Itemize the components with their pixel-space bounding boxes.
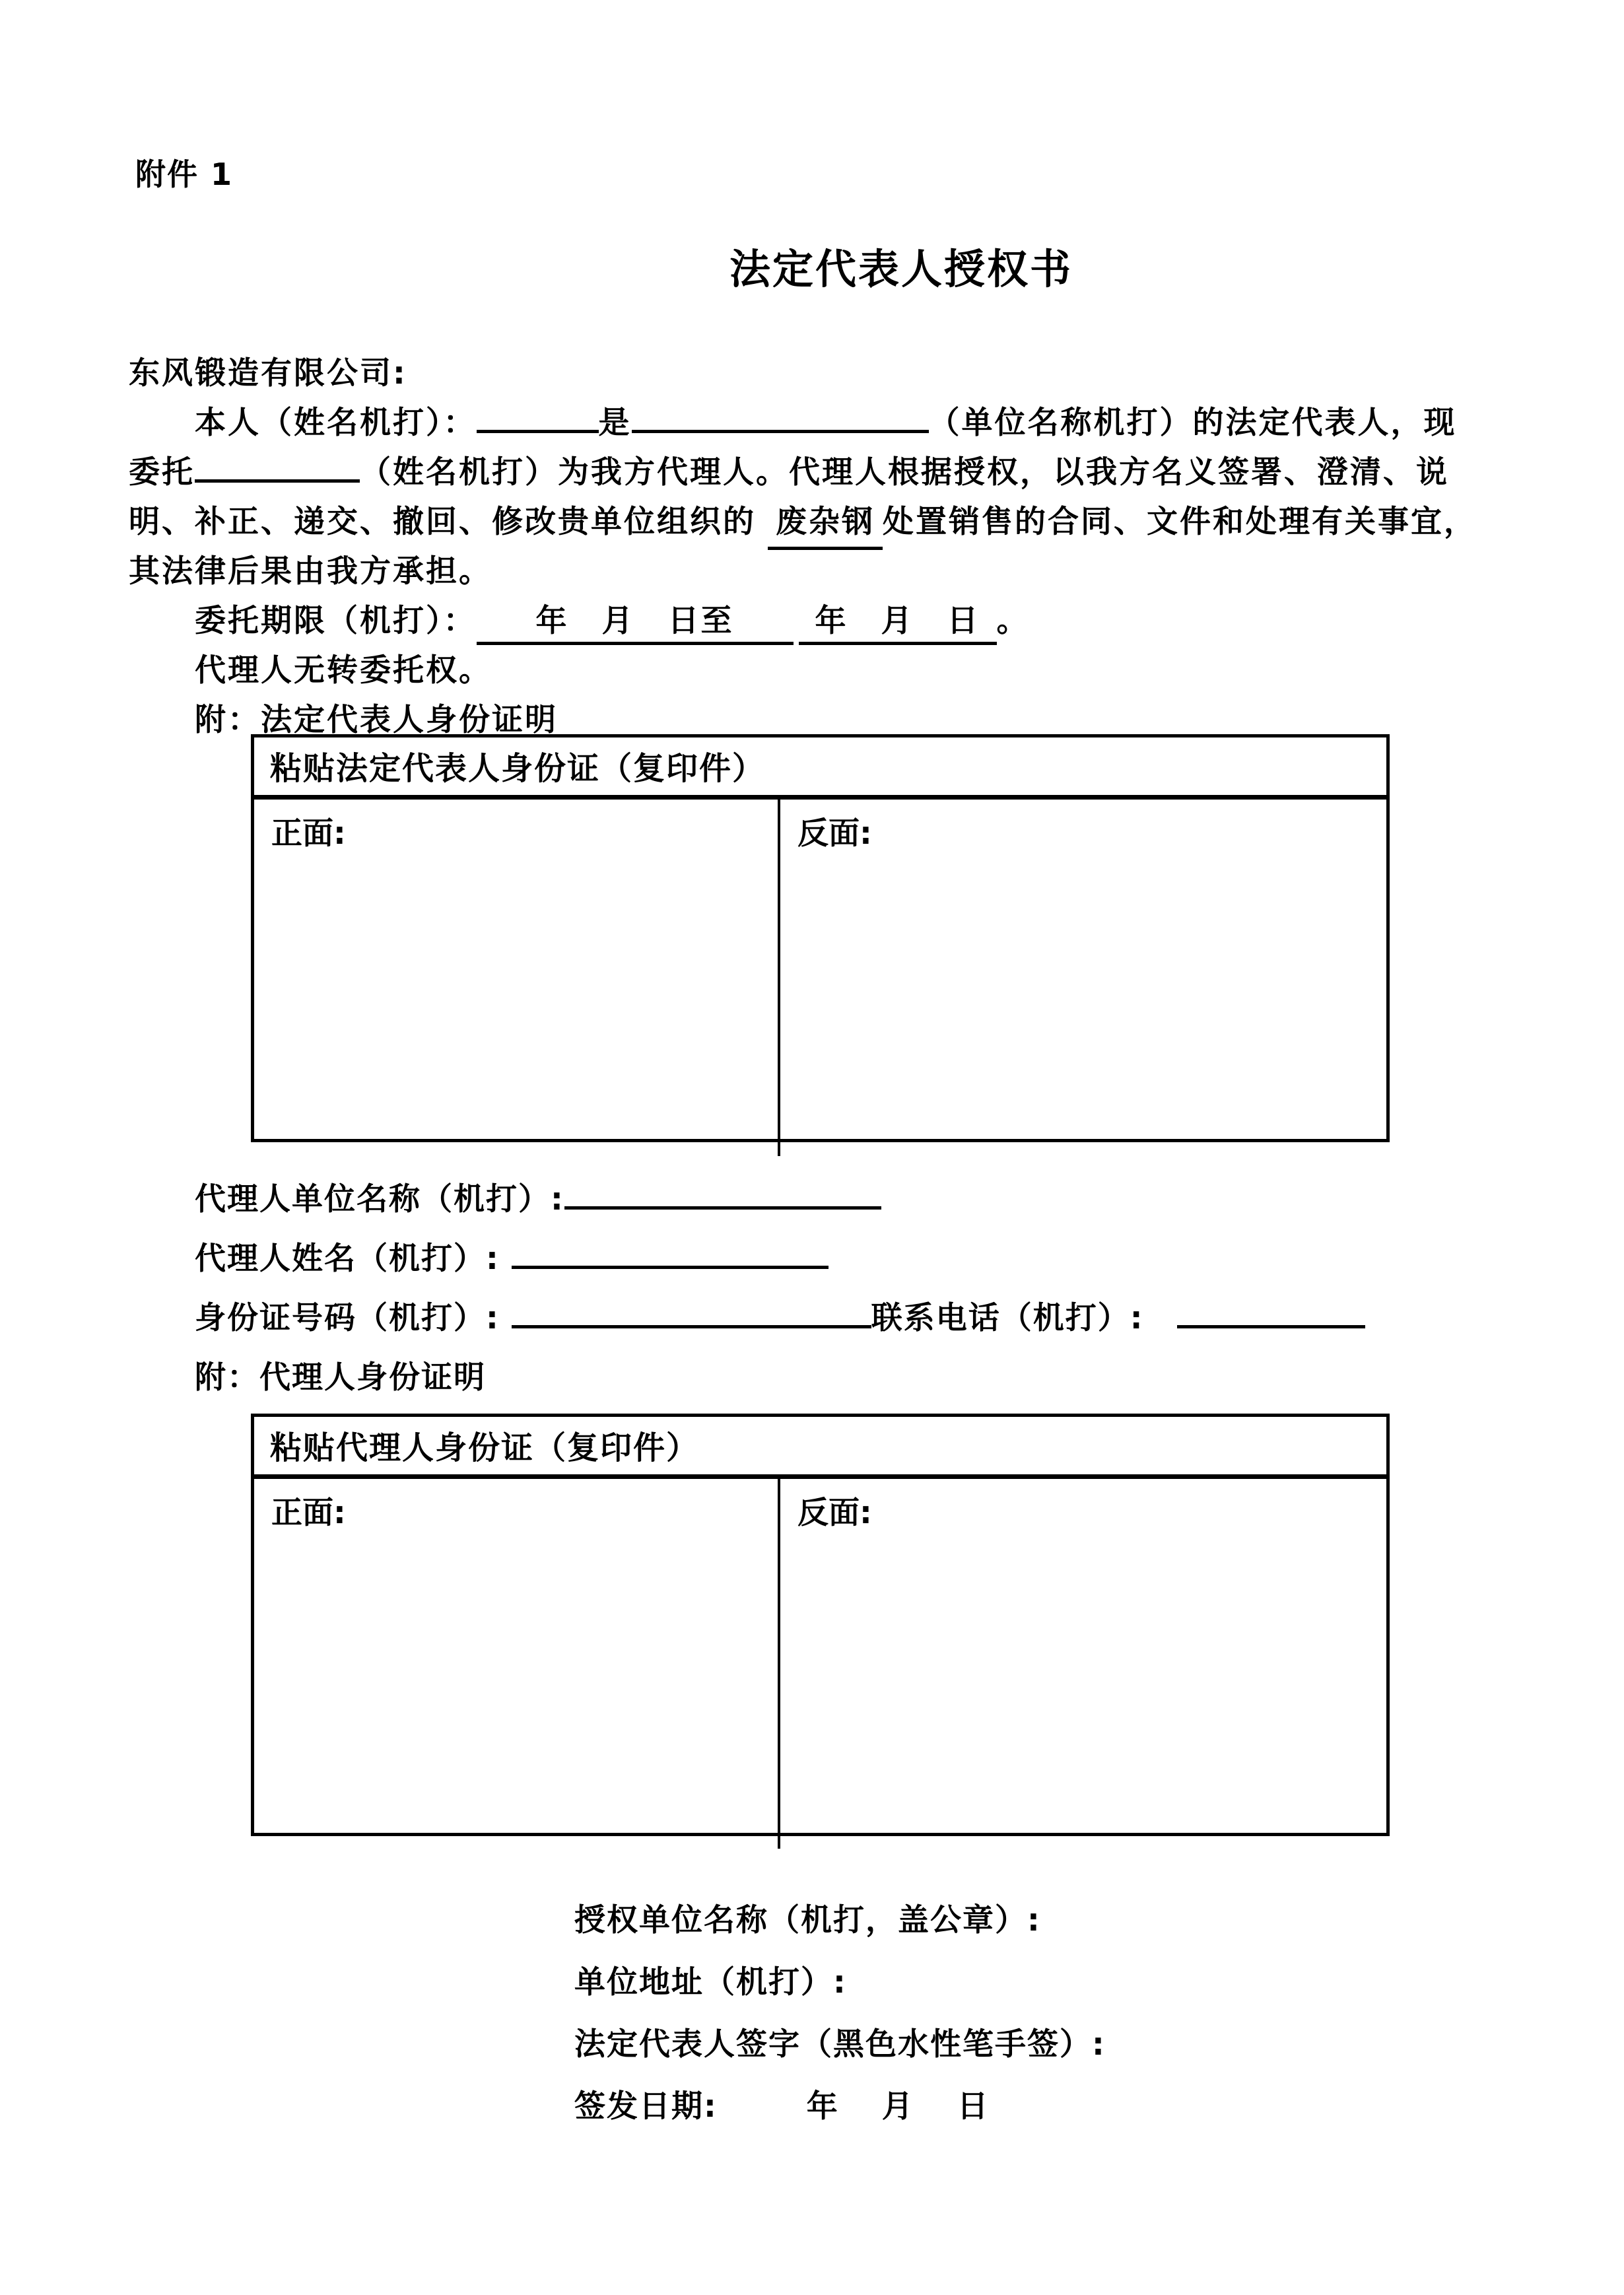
issue-date-line xyxy=(574,2076,1106,2138)
agent-name-blank-underline xyxy=(195,456,360,483)
self-declaration-line xyxy=(129,398,1522,448)
company-seal-line: 授权单位名称（机打，盖公章）: xyxy=(574,1902,1041,1938)
agent-phone-label: 联系电话（机打）: xyxy=(871,1300,1144,1336)
agent-id-back-cell xyxy=(780,1479,1386,1849)
agent-name-line xyxy=(195,1229,1365,1289)
term-start-field: 年 月 日至 xyxy=(477,601,794,645)
legal-rep-id-box-body xyxy=(254,800,1386,1156)
legal-rep-id-box xyxy=(251,734,1390,1142)
agent-info-block xyxy=(195,1170,1365,1408)
agent-id-blank-underline xyxy=(512,1301,871,1328)
agent-company-blank-underline xyxy=(564,1182,881,1210)
agent-id-box-header: 粘贴代理人身份证（复印件） xyxy=(254,1417,1386,1479)
agent-name-label: 代理人姓名（机打）: xyxy=(195,1241,500,1277)
self-declaration-pre: 本人（姓名机打）： xyxy=(195,405,477,441)
name-blank-underline xyxy=(477,406,599,433)
agent-company-label: 代理人单位名称（机打）: xyxy=(195,1181,564,1217)
back-label: 反面: xyxy=(797,815,872,852)
agent-front-label: 正面: xyxy=(271,1495,346,1531)
term-line xyxy=(129,596,1522,646)
legal-rep-id-box-header: 粘贴法定代表人身份证（复印件） xyxy=(254,737,1386,800)
address-line: 单位地址（机打）: xyxy=(574,1964,847,2001)
agent-attachment-line: 附：代理人身份证明 xyxy=(195,1359,486,1396)
self-declaration-post: （单位名称机打）的法定代表人，现 xyxy=(928,405,1457,441)
attachment-label: 附件 1 xyxy=(135,156,234,192)
entrust-pre: 委托 xyxy=(129,454,195,491)
term-end-field: 年 月 日 xyxy=(799,601,997,645)
signature-block xyxy=(574,1890,1106,2138)
legal-rep-id-back-cell xyxy=(780,800,1386,1156)
liability-line: 其法律后果由我方承担。 xyxy=(129,553,492,590)
agent-phone-blank-underline xyxy=(1177,1301,1365,1328)
agent-back-label: 反面: xyxy=(797,1495,872,1531)
entrust-post: （姓名机打）为我方代理人。代理人根据授权，以我方名义签署、澄清、说 xyxy=(360,454,1449,491)
legal-rep-attachment-line: 附：法定代表人身份证明 xyxy=(195,702,558,738)
term-label: 委托期限（机打）： xyxy=(195,603,477,639)
self-declaration-is: 是 xyxy=(598,405,632,441)
agent-id-box-body xyxy=(254,1479,1386,1849)
document-title: 法定代表人授权书 xyxy=(729,245,1073,293)
no-delegate-line: 代理人无转委托权。 xyxy=(195,652,492,689)
scope-line xyxy=(129,497,1522,547)
entrust-line xyxy=(129,448,1522,497)
company-blank-underline xyxy=(632,406,929,433)
scope-post: 处置销售的合同、文件和处理有关事宜， xyxy=(883,504,1477,540)
legal-rep-id-front-cell xyxy=(254,800,780,1156)
signature-line: 法定代表人签字（黑色水性笔手签）: xyxy=(574,2026,1106,2063)
scope-underlined-term: 废杂钢 xyxy=(768,497,883,550)
agent-name-blank-underline2 xyxy=(512,1242,829,1269)
agent-id-label: 身份证号码（机打）: xyxy=(195,1300,500,1336)
agent-company-line xyxy=(195,1170,1365,1229)
issue-date-label: 签发日期: xyxy=(574,2088,718,2125)
agent-id-front-cell xyxy=(254,1479,780,1849)
salutation-line: 东风锻造有限公司: xyxy=(129,355,407,392)
scope-pre: 明、补正、递交、撤回、修改贵单位组织的 xyxy=(129,504,756,540)
authorization-paragraph xyxy=(129,349,1522,745)
issue-date-fields: 年 月 日 xyxy=(806,2088,995,2125)
front-label: 正面: xyxy=(271,815,346,852)
term-period: 。 xyxy=(996,603,1030,639)
agent-id-phone-line xyxy=(195,1289,1365,1348)
agent-id-box xyxy=(251,1414,1390,1836)
